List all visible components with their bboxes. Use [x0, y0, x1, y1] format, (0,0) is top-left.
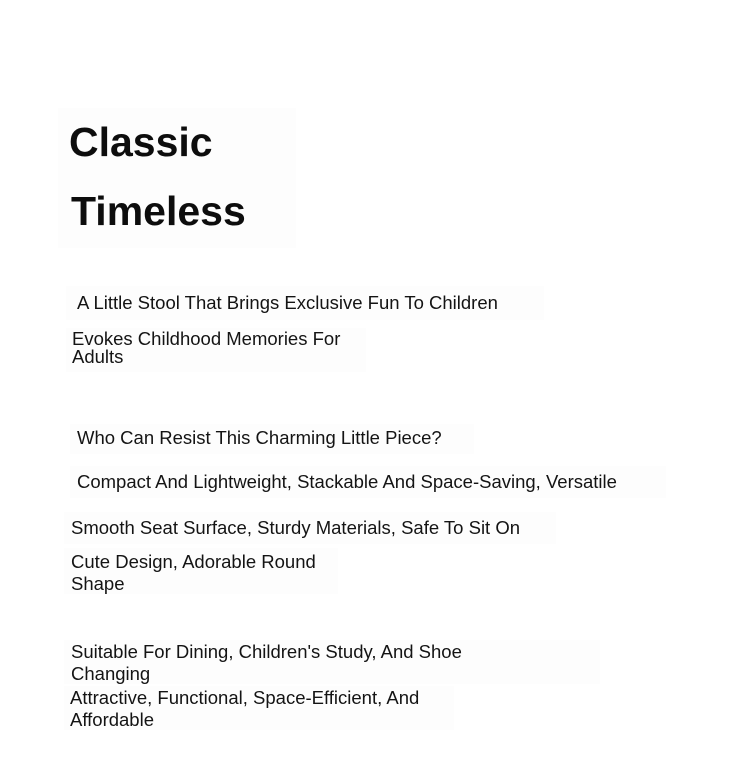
tagline-children-fun: A Little Stool That Brings Exclusive Fun To Children — [77, 292, 498, 313]
tagline-childhood-memories: Evokes Childhood Memories For Adults — [72, 328, 341, 367]
feature-attractive-affordable: Attractive, Functional, Space-Efficient, And Affordable — [70, 687, 420, 730]
page-title — [58, 108, 296, 248]
tagline-charming-piece: Who Can Resist This Charming Little Piece? — [77, 427, 442, 448]
title-line-1: Classic — [69, 119, 213, 165]
title-line-2: Timeless — [71, 188, 246, 234]
feature-smooth-seat: Smooth Seat Surface, Sturdy Materials, Safe To Sit On — [71, 517, 521, 538]
feature-cute-design: Cute Design, Adorable Round Shape — [71, 551, 316, 594]
feature-suitable-uses: Suitable For Dining, Children's Study, And Shoe Changing — [71, 641, 462, 684]
feature-compact-lightweight: Compact And Lightweight, Stackable And Space-Saving, Versatile — [77, 471, 617, 492]
